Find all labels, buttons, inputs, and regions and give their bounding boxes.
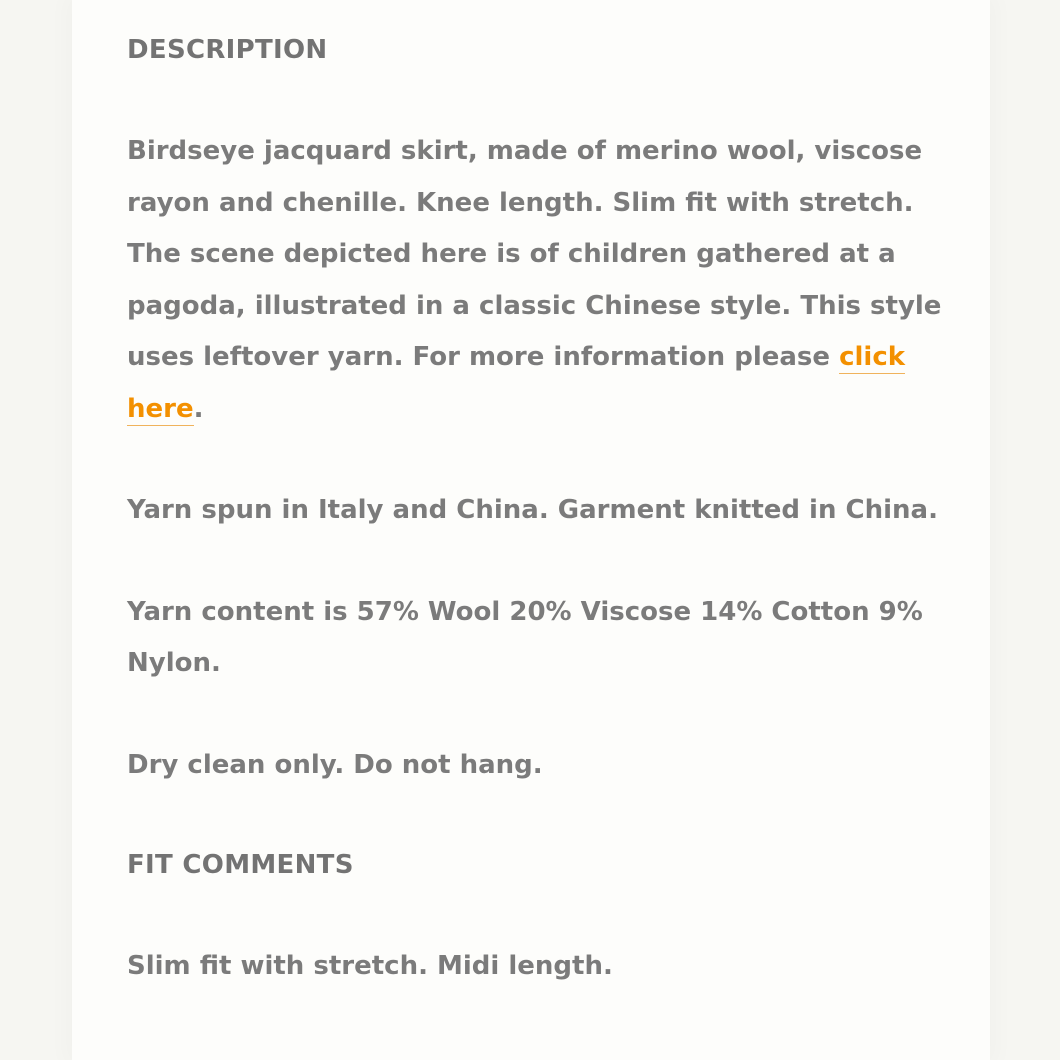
fit-comments-text: Slim fit with stretch. Midi length. bbox=[127, 951, 613, 981]
care-text: Dry clean only. Do not hang. bbox=[127, 749, 543, 780]
yarn-content-text: Yarn content is 57% Wool 20% Viscose 14% Cotton 9% Nylon. bbox=[127, 596, 923, 678]
fit-comments-heading: FIT COMMENTS bbox=[127, 850, 354, 880]
description-link-suffix: . bbox=[193, 393, 204, 424]
click-here-link[interactable]: click here bbox=[127, 342, 906, 424]
description-heading: DESCRIPTION bbox=[127, 35, 328, 65]
origin-text: Yarn spun in Italy and China. Garment knitted in China. bbox=[127, 495, 938, 525]
description-text: Birdseye jacquard skirt, made of merino wool, viscose rayon and chenille. Knee length. Slim fit with stretch. The scene depicted here is of children gathered at a pagoda, illustrated in a classic Chinese style. This style uses leftover yarn. For more information please bbox=[127, 136, 942, 372]
description-body bbox=[127, 126, 947, 435]
product-details bbox=[127, 24, 947, 993]
